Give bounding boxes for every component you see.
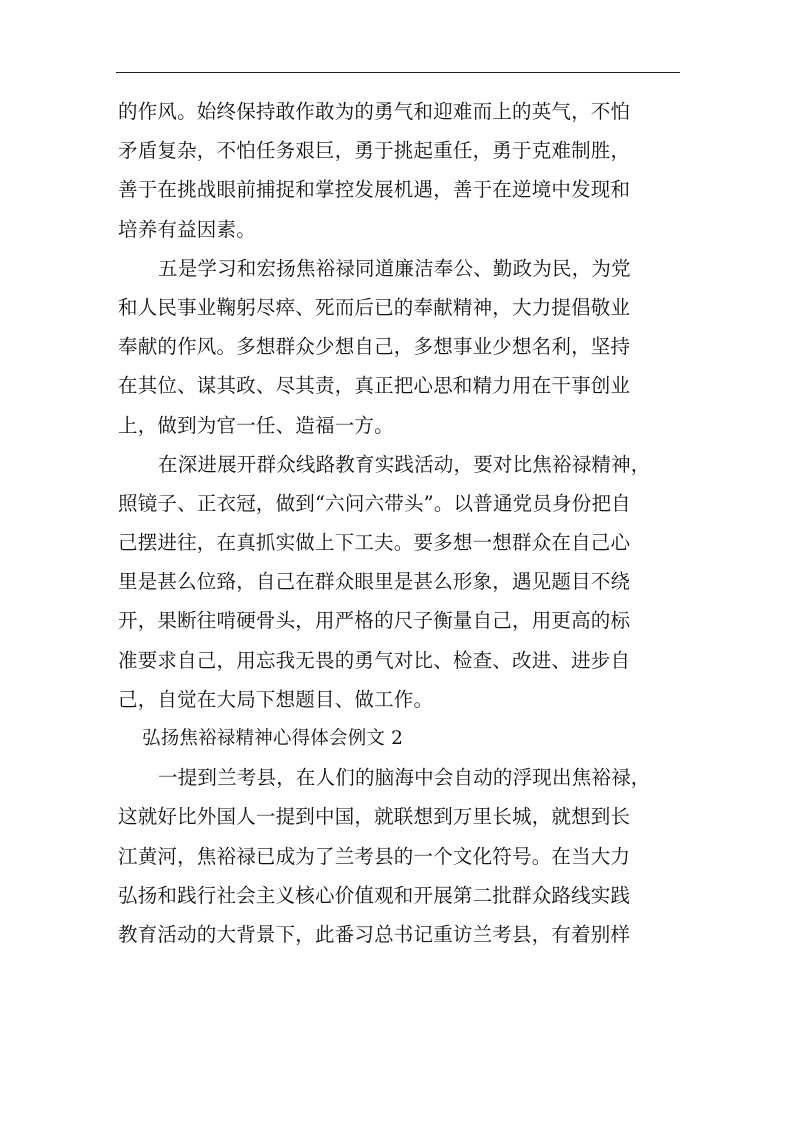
header-rule — [116, 72, 680, 73]
text-line: 奉献的作风。多想群众少想自己，多想事业少想名利，坚持 — [118, 335, 631, 359]
text-line: 善于在挑战眼前捕捉和掌控发展机遇，善于在逆境中发现和 — [118, 178, 631, 202]
text-line: 弘扬和践行社会主义核心价值观和开展第二批群众路线实践 — [118, 883, 631, 907]
text-line: 开，果断往啃硬骨头，用严格的尺子衡量自己，用更高的标 — [118, 609, 631, 633]
text-line: 培养有益因素。 — [118, 217, 256, 241]
text-line: 照镜子、正衣冠，做到“六问六带头”。以普通党员身份把自 — [118, 491, 631, 515]
text-line: 矛盾复杂，不怕任务艰巨，勇于挑起重任，勇于克难制胜， — [118, 139, 631, 163]
text-line: 的作风。始终保持敢作敢为的勇气和迎难而上的英气，不怕 — [118, 100, 631, 123]
text-line: 一提到兰考县，在人们的脑海中会自动的浮现出焦裕禄， — [158, 766, 651, 790]
text-line: 五是学习和宏扬焦裕禄同道廉洁奉公、勤政为民，为党 — [158, 256, 631, 280]
text-line: 教育活动的大背景下，此番习总书记重访兰考县，有着别样 — [118, 922, 631, 946]
text-line: 准要求自己，用忘我无畏的勇气对比、检查、改进、进步自 — [118, 648, 631, 672]
text-line: 江黄河，焦裕禄已成为了兰考县的一个文化符号。在当大力 — [118, 844, 631, 868]
text-line: 里是甚么位臵，自己在群众眼里是甚么形象，遇见题目不绕 — [118, 570, 631, 594]
text-line: 这就好比外国人一提到中国，就联想到万里长城，就想到长 — [118, 805, 631, 829]
text-line: 己摆进往，在真抓实做上下工夫。要多想一想群众在自己心 — [118, 531, 631, 555]
document-body — [118, 92, 684, 954]
section-title: 弘扬焦裕禄精神心得体会例文 2 — [142, 728, 404, 749]
text-line: 在其位、谋其政、尽其责，真正把心思和精力用在干事创业 — [118, 374, 631, 398]
text-line: 上，做到为官一任、造福一方。 — [118, 413, 394, 437]
text-line: 和人民事业鞠躬尽瘁、死而后已的奉献精神，大力提倡敬业 — [118, 295, 631, 319]
text-line: 在深进展开群众线路教育实践活动，要对比焦裕禄精神， — [158, 452, 651, 476]
text-line: 己，自觉在大局下想题目、做工作。 — [118, 687, 434, 711]
